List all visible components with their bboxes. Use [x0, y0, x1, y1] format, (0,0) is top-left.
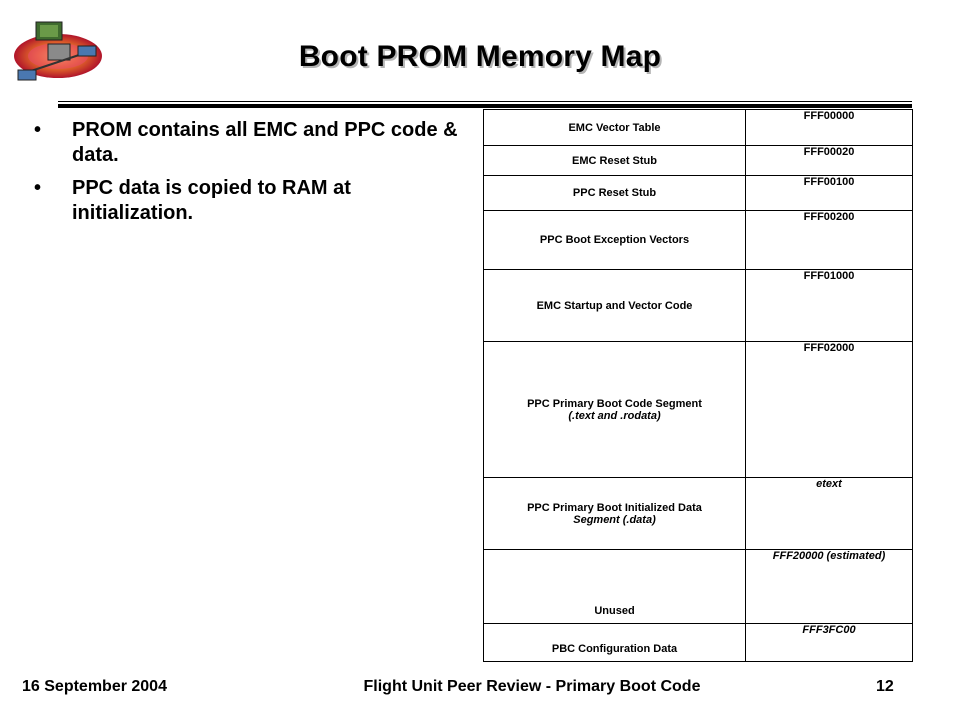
region-name-line2: Segment (.data) — [573, 513, 656, 526]
bullet-text: PPC data is copied to RAM at initialization. — [72, 177, 351, 224]
region-name-line2: (.text and .rodata) — [568, 409, 661, 422]
table-row — [484, 478, 913, 550]
table-row — [484, 550, 913, 624]
region-address: FFF01000 — [746, 270, 913, 342]
region-address: FFF00000 — [746, 110, 913, 146]
bullet-icon: • — [34, 119, 42, 141]
region-name-line1: PPC Primary Boot Code Segment — [527, 397, 702, 410]
bullet-list — [32, 118, 462, 234]
region-name: PBC Configuration Data — [484, 624, 746, 662]
region-name: EMC Reset Stub — [484, 146, 746, 176]
region-address: FFF00200 — [746, 211, 913, 270]
table-row — [484, 270, 913, 342]
region-name: PPC Reset Stub — [484, 176, 746, 211]
region-name — [484, 342, 746, 478]
table-row — [484, 211, 913, 270]
region-address: FFF3FC00 — [746, 624, 913, 662]
page-number: 12 — [876, 678, 894, 695]
bullet-icon: • — [34, 177, 42, 199]
footer-title: Flight Unit Peer Review - Primary Boot Code — [363, 678, 701, 695]
region-address: FFF02000 — [746, 342, 913, 478]
region-address: FFF00020 — [746, 146, 913, 176]
table-row — [484, 110, 913, 146]
region-address: etext — [746, 478, 913, 550]
bullet-item — [32, 118, 462, 168]
slide-title: Boot PROM Memory Map — [298, 40, 662, 73]
region-name: EMC Startup and Vector Code — [484, 270, 746, 342]
table-row — [484, 146, 913, 176]
table-row — [484, 176, 913, 211]
region-name — [484, 478, 746, 550]
bullet-text: PROM contains all EMC and PPC code & data. — [72, 119, 458, 166]
region-address: FFF00100 — [746, 176, 913, 211]
table-row — [484, 342, 913, 478]
region-address: FFF20000 (estimated) — [746, 550, 913, 624]
region-name-line1: PPC Primary Boot Initialized Data — [527, 501, 702, 514]
region-name: EMC Vector Table — [484, 110, 746, 146]
table-row — [484, 624, 913, 662]
title-divider — [58, 101, 912, 108]
region-name: Unused — [484, 550, 746, 624]
footer-date: 16 September 2004 — [22, 678, 167, 695]
memory-map-table — [483, 109, 913, 662]
bullet-item — [32, 176, 462, 226]
region-name: PPC Boot Exception Vectors — [484, 211, 746, 270]
